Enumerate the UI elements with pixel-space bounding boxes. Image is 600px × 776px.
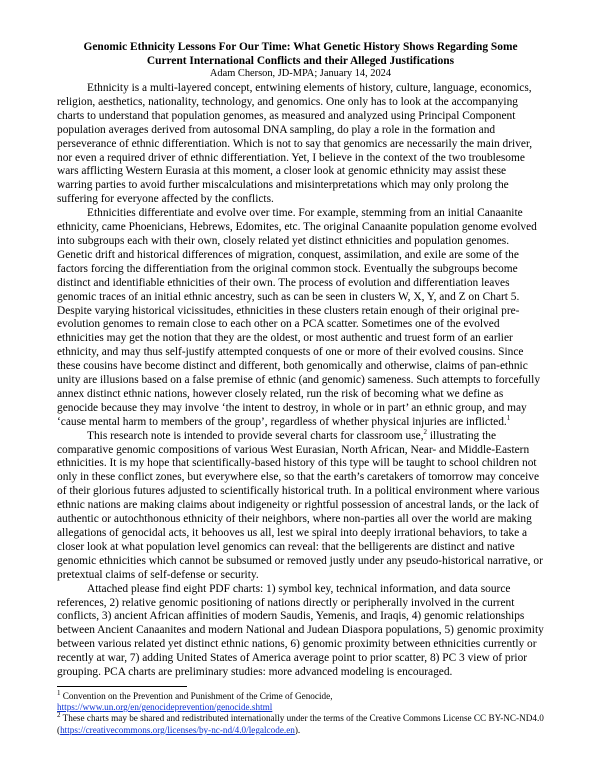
- footnote-ref-2[interactable]: 2: [423, 427, 428, 436]
- footnote-2-end: ).: [294, 724, 301, 735]
- footnote-2-text: These charts may be shared and redistributed internationally under the terms of the Creative Commons License CC BY-NC-ND4.0 (: [57, 713, 544, 735]
- paragraph-2-text: Ethnicities differentiate and evolve over time. For example, stemming from an initial Canaanite ethnicity, came Phoenicians, Hebrews, Edomites, etc. The original Canaanite population genome evolved into subgroups each with their own, closely related yet distinct ethnicities and population genomes. Genetic drift and historical differences of migration, conquest, assimilation, and exile are some of the factors forcing the differentiation from the original common stock. Eventually the subgroups become distinct and identifiable ethnicities of their own. The process of evolution and differentiation leaves genomic traces of an initial ethnic ancestry, such as can be seen in clusters W, X, Y, and Z on Chart 5. Despite varying historical vicissitudes, ethnicities in these clusters retain enough of their original pre-evolution genomes to remain close to each other on a PCA scatter. Sometimes one of the evolved ethnicities may get the notion that they are the oldest, or most authentic and truest form of an earlier ethnicity, and may thus self-justify attempted conquests of one or more of their evolved cousins. Since these cousins have become distinct and different, both genomically and otherwise, claims of pan-ethnic unity are illusions based on a false premise of ethnic (and genomic) sameness. Such attempts to forcefully annex distinct ethnic nations, however closely related, run the risk of becoming what we define as genocide because they may involve ‘the intent to destroy, in whole or in part’ an ethnic group, and may ‘cause mental harm to members of the group’, regardless of whether physical injuries are inflicted.: [57, 207, 541, 428]
- footnote-2-number: 2: [57, 711, 61, 720]
- paragraph-2: [57, 207, 544, 430]
- footnote-1-link[interactable]: https://www.un.org/en/genocideprevention/genocide.shtml: [57, 702, 273, 713]
- paragraph-1: Ethnicity is a multi-layered concept, entwining elements of history, culture, language, economics, religion, aesthetics, nationality, technology, and genomics. One only has to look at the accompanying charts to understand that population genomes, as measured and analyzed using Principal Component population averages derived from autosomal DNA sampling, do play a role in the formation and perseverance of ethnic differentiation. Which is not to say that genomics are necessarily the main driver, nor even a required driver of ethnic differentiation. Yet, I believe in the context of the two troublesome wars afflicting Western Eurasia at this moment, a closer look at genomic ethnicity may assist these warring parties to avoid further miscalculations and misinterpretations which may only prolong the suffering for everyone affected by the conflicts.: [57, 82, 533, 206]
- footnote-divider: [57, 686, 187, 687]
- footnote-1-text: Convention on the Prevention and Punishment of the Crime of Genocide,: [60, 690, 333, 701]
- author-byline: Adam Cherson, JD-MPA; January 14, 2024: [209, 68, 392, 79]
- footnote-1-number: 1: [57, 688, 61, 697]
- footnote-ref-1[interactable]: 1: [506, 413, 511, 422]
- footnote-2: [57, 713, 544, 735]
- footnote-2-link[interactable]: https://creativecommons.org/licenses/by-nc-nd/4.0/legalcode.en: [60, 724, 295, 735]
- paragraph-3: [57, 427, 544, 583]
- title-line-1: Genomic Ethnicity Lessons For Our Time: What Genetic History Shows Regarding Some: [83, 41, 518, 53]
- paragraph-3-text-a: This research note is intended to provide several charts for classroom use,: [87, 429, 424, 442]
- title-line-2: Current International Conflicts and their Alleged Justifications: [146, 55, 455, 67]
- paragraph-3-text-b: illustrating the comparative genomic compositions of various West Eurasian, North African, Near- and Middle-Eastern ethnicities. It is my hope that scientifically-based history of this type will be taught to school children not only in these conflict zones, but everywhere else, so that the earth’s caretakers of tomorrow may conceive of their glorious futures adjusted to scientifically historical truth. In a political environment where various ethnic nations are making claims about indigeneity or rightful possession of ancestral lands, or the lack of authentic or autochthonous ethnicity of their neighbors, where non-parties all over the world are making allegations of genocidal acts, it behooves us all, lest we spiral into deeply irrational behaviors, to take a closer look at what population level genomics can reveal: that the belligerents are distinct and native genomic ethnicities which cannot be subsumed or removed justly under any pseudo-historical narrative, or pretextual claims of self-defense or security.: [57, 429, 543, 581]
- paragraph-4: Attached please find eight PDF charts: 1) symbol key, technical information, and data source references, 2) relative genomic positioning of nations directly or peripherally involved in the current conflicts, 3) ancient African affinities of modern Saudis, Yemenis, and Iraqis, 4) genomic relationships between Ancient Canaanites and modern National and Judean Diaspora populations, 5) genomic proximity between various related yet distinct ethnic nations, 6) genomic proximity between ethnicities currently or recently at war, 7) adding United States of America average point to prior scatter, 8) PC 3 view of prior grouping. PCA charts are preliminary studies: more advanced modeling is encouraged.: [57, 582, 544, 679]
- footnote-1: [57, 688, 544, 713]
